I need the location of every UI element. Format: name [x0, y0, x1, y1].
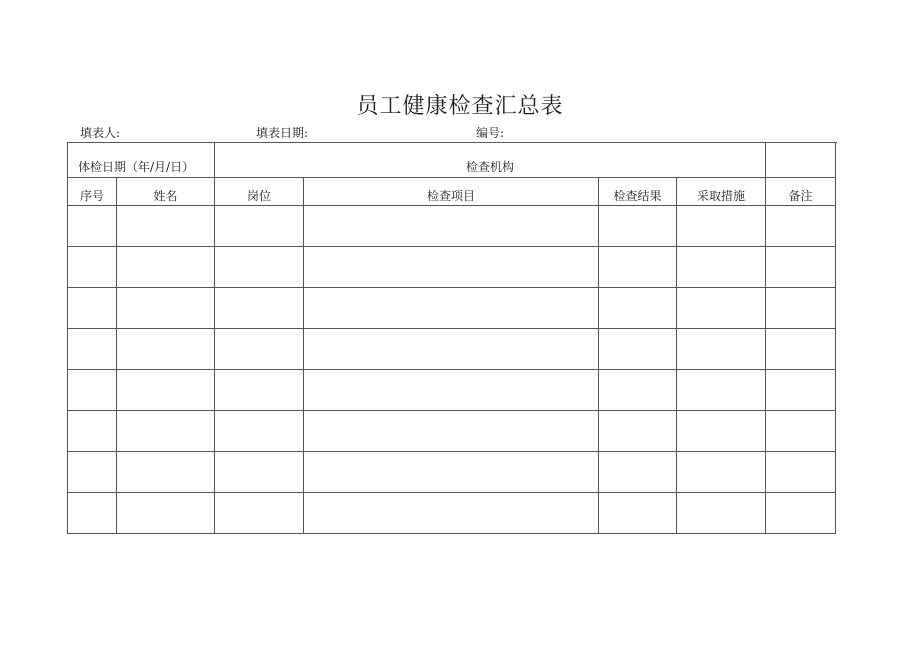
table-cell[interactable] [215, 493, 304, 534]
table-cell[interactable] [599, 493, 677, 534]
table-cell[interactable] [766, 411, 836, 452]
document-number-label: 编号: [476, 126, 505, 140]
table-cell[interactable] [304, 452, 599, 493]
table-row [68, 206, 836, 247]
column-header-index: 序号 [68, 178, 117, 206]
health-check-summary-table [67, 142, 836, 534]
table-cell[interactable] [304, 411, 599, 452]
table-cell[interactable] [117, 493, 215, 534]
table-cell[interactable] [677, 411, 766, 452]
table-cell[interactable] [304, 247, 599, 288]
table-cell[interactable] [117, 247, 215, 288]
table-cell[interactable] [68, 370, 117, 411]
table-cell[interactable] [599, 247, 677, 288]
institution-label: 检查机构 [215, 143, 766, 178]
table-cell[interactable] [68, 206, 117, 247]
table-cell[interactable] [677, 247, 766, 288]
table-cell[interactable] [304, 329, 599, 370]
table-cell[interactable] [599, 452, 677, 493]
table-row [68, 247, 836, 288]
table-cell[interactable] [68, 288, 117, 329]
table-cell[interactable] [766, 247, 836, 288]
table-cell[interactable] [766, 452, 836, 493]
table-cell[interactable] [117, 206, 215, 247]
table-cell[interactable] [215, 370, 304, 411]
table-row [68, 452, 836, 493]
table-cell[interactable] [677, 493, 766, 534]
column-header-measures: 采取措施 [677, 178, 766, 206]
table-cell[interactable] [766, 493, 836, 534]
table-cell[interactable] [215, 329, 304, 370]
table-cell[interactable] [599, 206, 677, 247]
table-cell[interactable] [68, 411, 117, 452]
table-cell[interactable] [215, 288, 304, 329]
column-header-result: 检查结果 [599, 178, 677, 206]
table-cell[interactable] [677, 206, 766, 247]
table-cell[interactable] [677, 370, 766, 411]
filler-label: 填表人: [80, 126, 121, 140]
table-cell[interactable] [599, 370, 677, 411]
table-cell[interactable] [117, 329, 215, 370]
table-cell[interactable] [68, 493, 117, 534]
table-row [68, 370, 836, 411]
table-cell[interactable] [304, 206, 599, 247]
table-cell[interactable] [304, 370, 599, 411]
table-cell[interactable] [599, 411, 677, 452]
table-cell[interactable] [599, 288, 677, 329]
table-cell[interactable] [599, 329, 677, 370]
column-header-row [68, 178, 836, 206]
table-cell[interactable] [117, 411, 215, 452]
table-cell[interactable] [68, 452, 117, 493]
table-cell[interactable] [304, 493, 599, 534]
table-cell[interactable] [117, 452, 215, 493]
table-cell[interactable] [117, 370, 215, 411]
table-row [68, 411, 836, 452]
table-cell[interactable] [304, 288, 599, 329]
table-cell[interactable] [766, 288, 836, 329]
institution-value-cell[interactable] [766, 143, 836, 178]
table-cell[interactable] [215, 206, 304, 247]
table-cell[interactable] [677, 288, 766, 329]
table-cell[interactable] [68, 247, 117, 288]
column-header-check-items: 检查项目 [304, 178, 599, 206]
table-cell[interactable] [677, 329, 766, 370]
table-cell[interactable] [215, 411, 304, 452]
table-row [68, 288, 836, 329]
table-row [68, 329, 836, 370]
fill-date-label: 填表日期: [256, 126, 309, 140]
exam-date-label: 体检日期（年/月/日） [68, 143, 215, 178]
column-header-position: 岗位 [215, 178, 304, 206]
table-cell[interactable] [766, 370, 836, 411]
page-title: 员工健康检查汇总表 [356, 94, 564, 119]
table-cell[interactable] [117, 288, 215, 329]
info-row [68, 143, 836, 178]
table-cell[interactable] [68, 329, 117, 370]
table-cell[interactable] [677, 452, 766, 493]
column-header-name: 姓名 [117, 178, 215, 206]
table-cell[interactable] [766, 329, 836, 370]
table-cell[interactable] [215, 452, 304, 493]
table-cell[interactable] [766, 206, 836, 247]
table-cell[interactable] [215, 247, 304, 288]
table-row [68, 493, 836, 534]
column-header-remarks: 备注 [766, 178, 836, 206]
